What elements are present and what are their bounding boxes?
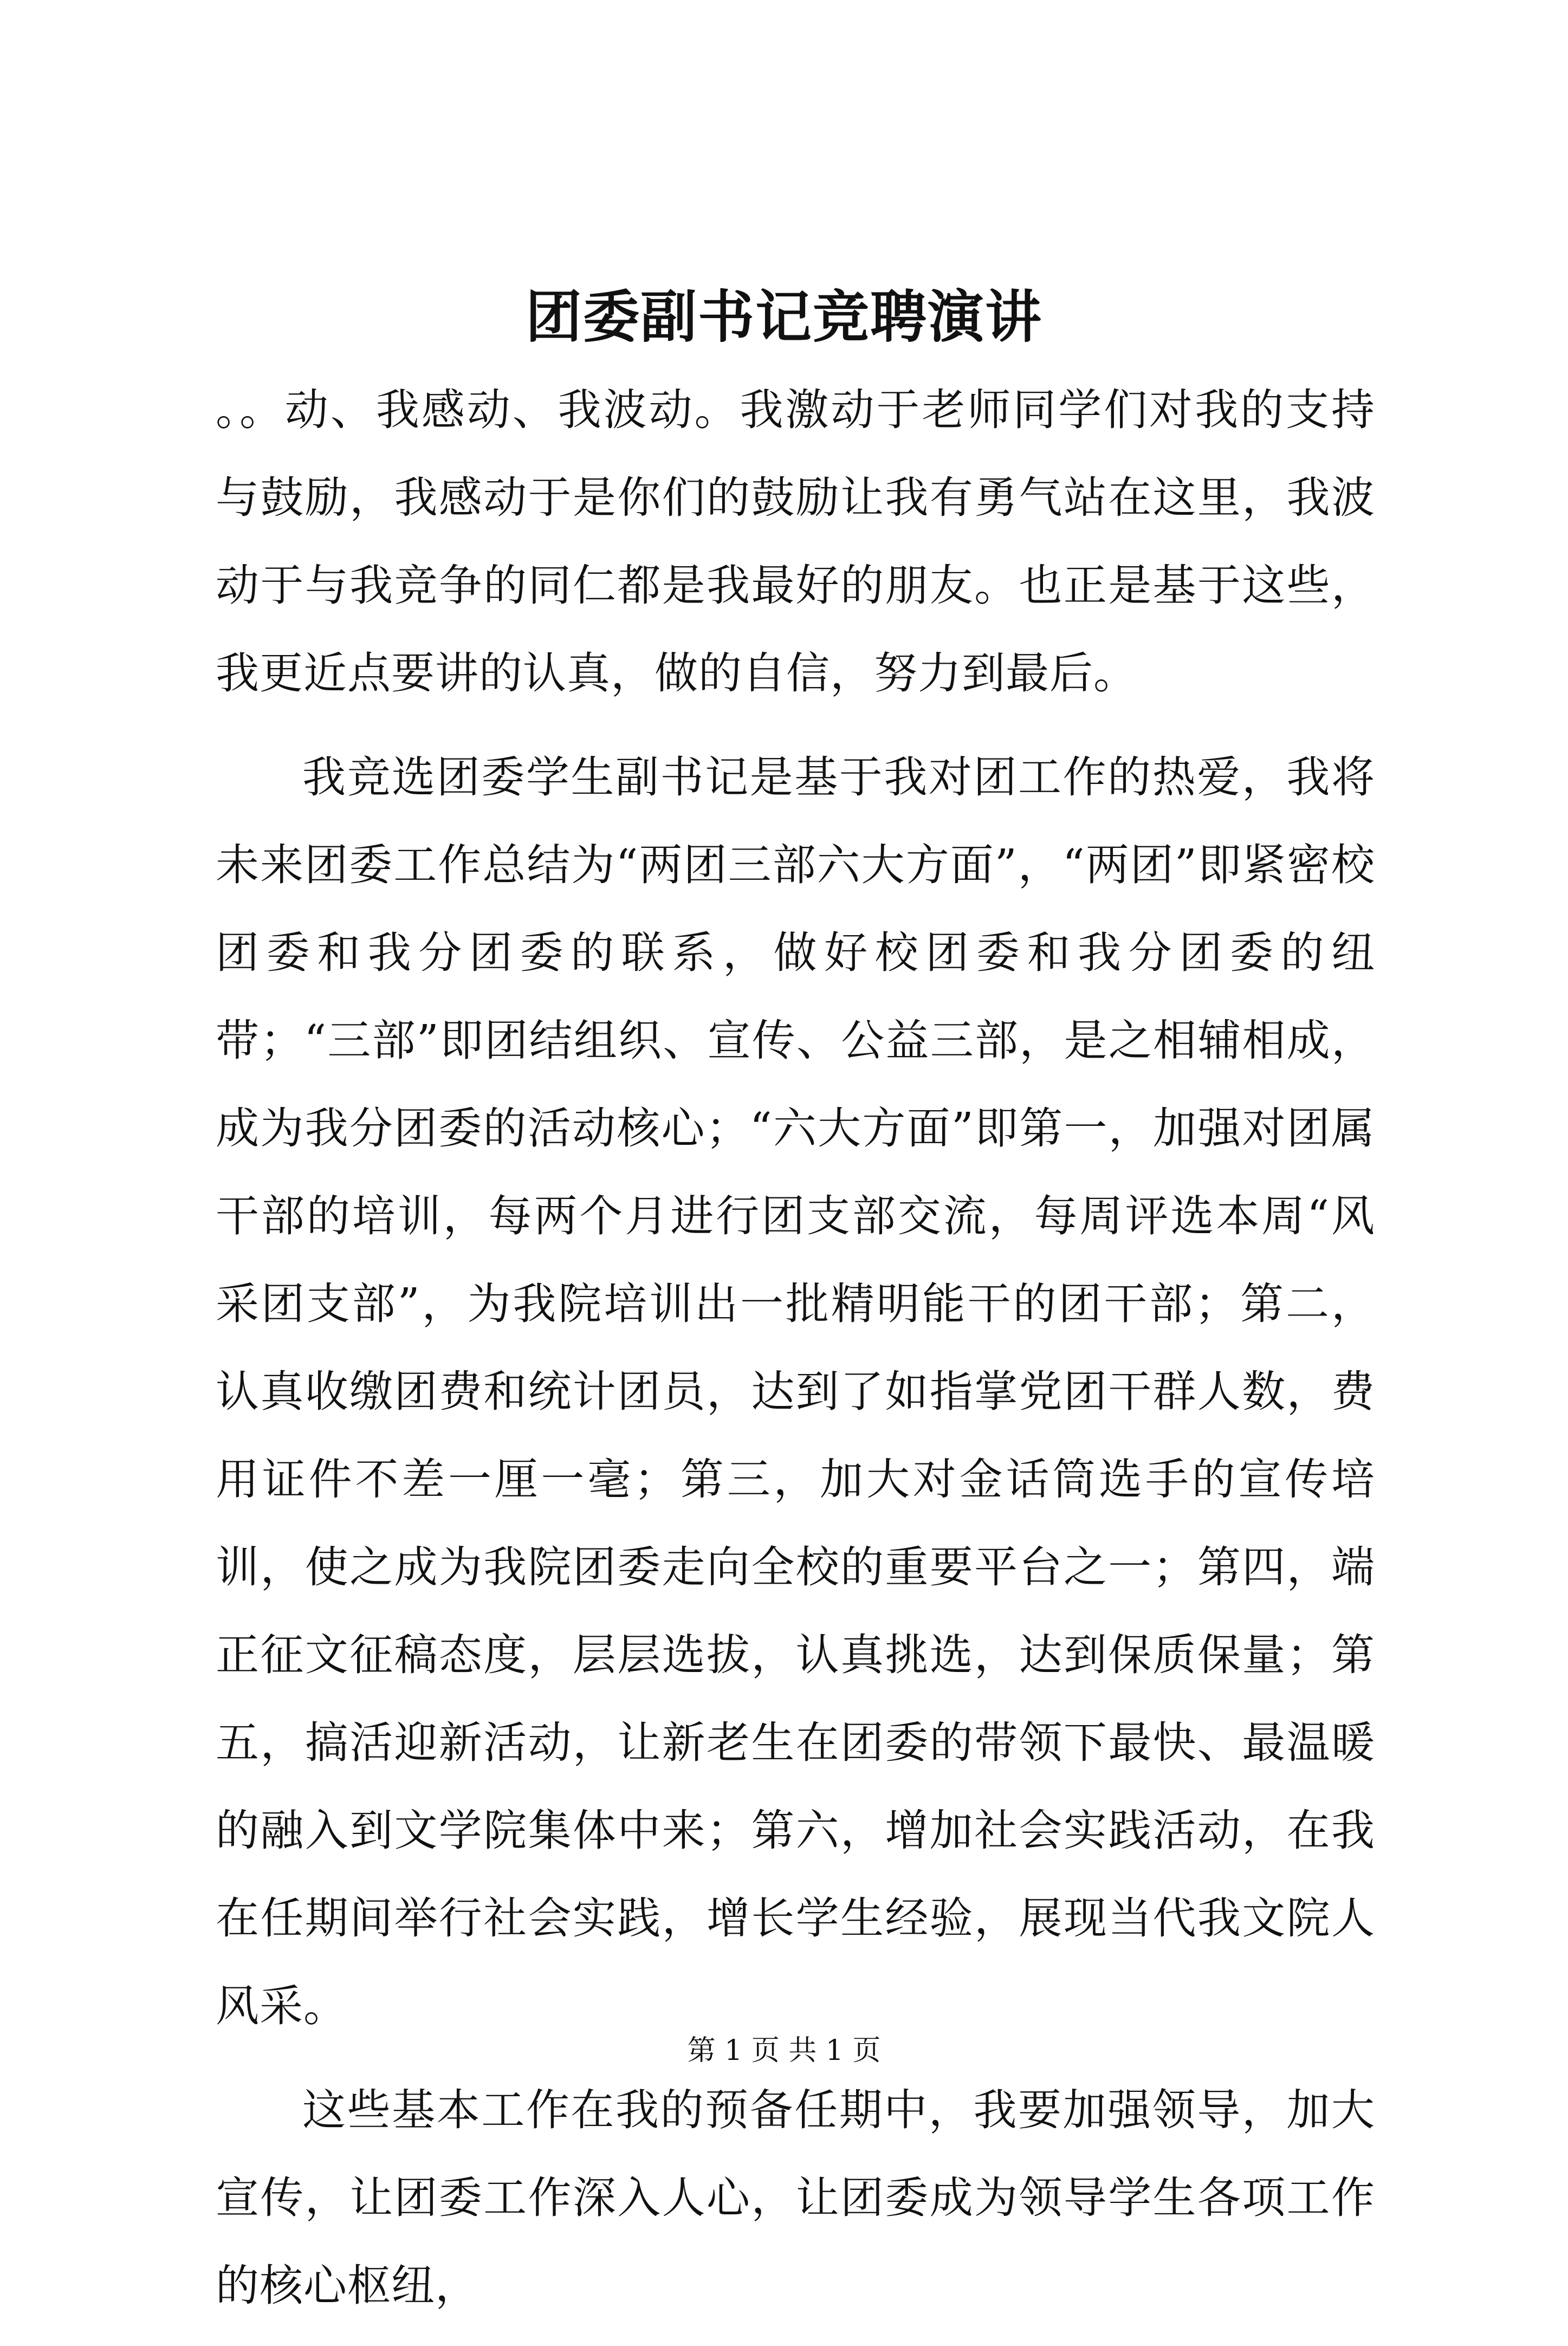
paragraph-basic-work: 这些基本工作在我的预备任期中，我要加强领导，加大宣传，让团委工作深入人心，让团委成为领导学生各项工作的核心枢纽， [216, 2085, 1375, 2311]
page-number-footer: 第 1 页 共 1 页 [687, 2034, 881, 2067]
paragraph-intro: 。。动、我感动、我波动。我激动于老师同学们对我的支持与鼓励，我感动于是你们的鼓励让我有勇气站在这里，我波动于与我竞争的同仁都是我最好的朋友。也正是基于这些，我更近点要讲的认真，做的自信，努力到最后。 [216, 385, 1375, 698]
document-title: 团委副书记竞聘演讲 [525, 283, 1042, 350]
paragraph-campaign: 我竞选团委学生副书记是基于我对团工作的热爱，我将未来团委工作总结为“两团三部六大方面”，“两团”即紧密校团委和我分团委的联系，做好校团委和我分团委的纽带；“三部”即团结组织、宣传、公益三部，是之相辅相成，成为我分团委的活动核心；“六大方面”即第一，加强对团属干部的培训，每两个月进行团支部交流，每周评选本周“风采团支部”，为我院培训出一批精明能干的团干部；第二，认真收缴团费和统计团员，达到了如指掌党团干群人数，费用证件不差一厘一毫；第三，加大对金话筒选手的宣传培训，使之成为我院团委走向全校的重要平台之一；第四，端正征文征稿态度，层层选拔，认真挑选，达到保质保量；第五，搞活迎新活动，让新老生在团委的带领下最快、最温暖的融入到文学院集体中来；第六，增加社会实践活动，在我在任期间举行社会实践，增长学生经验，展现当代我文院人风采。 [216, 752, 1375, 2031]
